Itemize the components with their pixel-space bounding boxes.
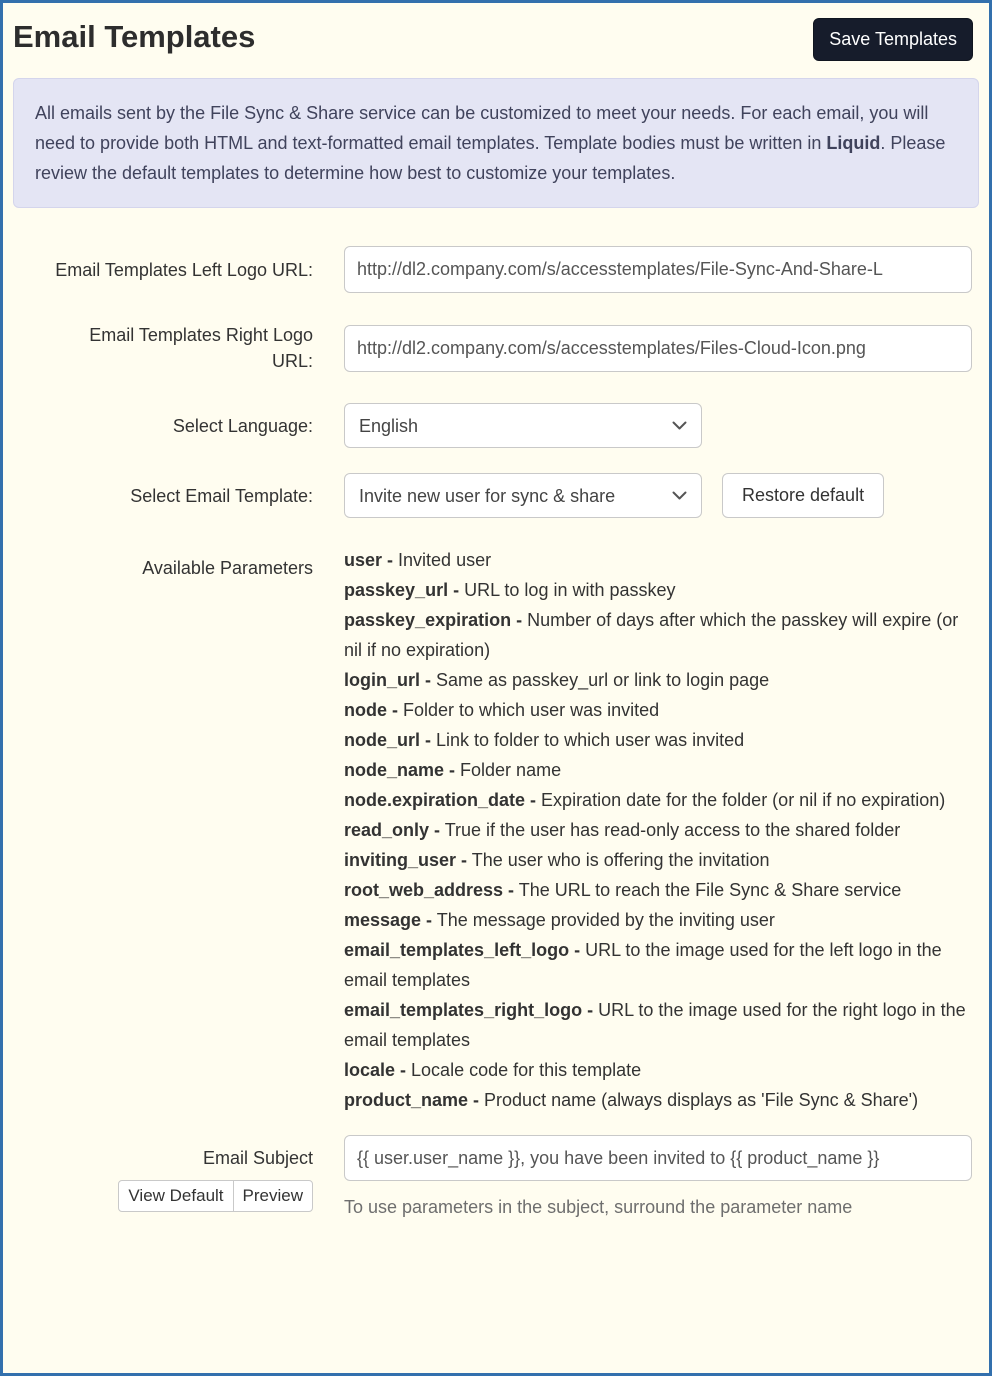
parameter-name: product_name - (344, 1090, 480, 1110)
right-logo-row (3, 322, 989, 374)
save-templates-button[interactable]: Save Templates (813, 18, 973, 61)
email-subject-input[interactable] (344, 1135, 972, 1181)
parameter-item: login_url - Same as passkey_url or link to login page (344, 670, 770, 690)
parameter-name: node_name - (344, 760, 456, 780)
parameter-name: node.expiration_date - (344, 790, 537, 810)
info-text-after: . Please review the default templates to determine how best to customize your templates. (35, 133, 946, 183)
parameter-name: email_templates_left_logo - (344, 940, 581, 960)
view-default-button[interactable]: View Default (118, 1180, 233, 1212)
page-title: Email Templates (13, 19, 256, 54)
parameter-item: locale - Locale code for this template (344, 1060, 642, 1080)
left-logo-label: Email Templates Left Logo URL: (55, 259, 313, 280)
preview-button[interactable]: Preview (233, 1180, 313, 1212)
parameter-item: node_name - Folder name (344, 760, 562, 780)
info-text-before: All emails sent by the File Sync & Share service can be customized to meet your needs. For each email, you will need to provide both HTML and text-formatted email templates. Template bodies must be written in (35, 103, 929, 153)
restore-default-button[interactable]: Restore default (722, 473, 884, 518)
language-label: Select Language: (172, 415, 313, 436)
subject-help-text: To use parameters in the subject, surround the parameter name (344, 1197, 853, 1217)
parameter-name: passkey_url - (344, 580, 460, 600)
parameter-name: email_templates_right_logo - (344, 1000, 594, 1020)
parameter-name: node - (344, 700, 398, 720)
parameter-item: node.expiration_date - Expiration date for the folder (or nil if no expiration) (344, 790, 946, 810)
parameter-item: message - The message provided by the inviting user (344, 910, 775, 930)
parameter-item: inviting_user - The user who is offering the invitation (344, 850, 770, 870)
parameter-item: node - Folder to which user was invited (344, 700, 660, 720)
language-select[interactable] (344, 403, 702, 448)
parameter-name: message - (344, 910, 433, 930)
template-row (3, 473, 989, 518)
parameter-item: node_url - Link to folder to which user was invited (344, 730, 745, 750)
parameter-item: email_templates_right_logo - URL to the image used for the right logo in the email templates (344, 1000, 966, 1050)
parameters-list (344, 543, 968, 1115)
parameter-name: node_url - (344, 730, 432, 750)
template-label: Select Email Template: (130, 485, 313, 506)
parameter-name: user - (344, 550, 394, 570)
parameter-name: passkey_expiration - (344, 610, 523, 630)
language-row (3, 403, 989, 448)
left-logo-row (3, 246, 989, 293)
right-logo-url-input[interactable] (344, 325, 972, 372)
subject-button-group (118, 1180, 313, 1212)
email-subject-label: Email Subject (202, 1148, 313, 1168)
parameter-item: read_only - True if the user has read-only access to the shared folder (344, 820, 901, 840)
subject-row (3, 1135, 989, 1220)
email-templates-form (3, 246, 989, 1220)
parameters-row (3, 543, 989, 1115)
parameter-name: inviting_user - (344, 850, 468, 870)
parameter-name: locale - (344, 1060, 407, 1080)
parameter-item: passkey_url - URL to log in with passkey (344, 580, 676, 600)
parameter-item: root_web_address - The URL to reach the File Sync & Share service (344, 880, 902, 900)
parameter-item: email_templates_left_logo - URL to the image used for the left logo in the email templates (344, 940, 942, 990)
info-text-bold: Liquid (826, 133, 881, 153)
parameter-item: user - Invited user (344, 550, 492, 570)
right-logo-label: Email Templates Right Logo URL: (89, 325, 313, 371)
parameters-label: Available Parameters (142, 558, 313, 578)
parameter-name: read_only - (344, 820, 441, 840)
parameter-name: login_url - (344, 670, 431, 690)
parameter-name: root_web_address - (344, 880, 515, 900)
page-header (3, 3, 989, 61)
left-logo-url-input[interactable] (344, 246, 972, 293)
parameter-item: product_name - Product name (always displays as 'File Sync & Share') (344, 1090, 919, 1110)
parameter-item: passkey_expiration - Number of days after which the passkey will expire (or nil if no expiration) (344, 610, 959, 660)
email-template-select[interactable] (344, 473, 702, 518)
info-box (13, 78, 979, 208)
